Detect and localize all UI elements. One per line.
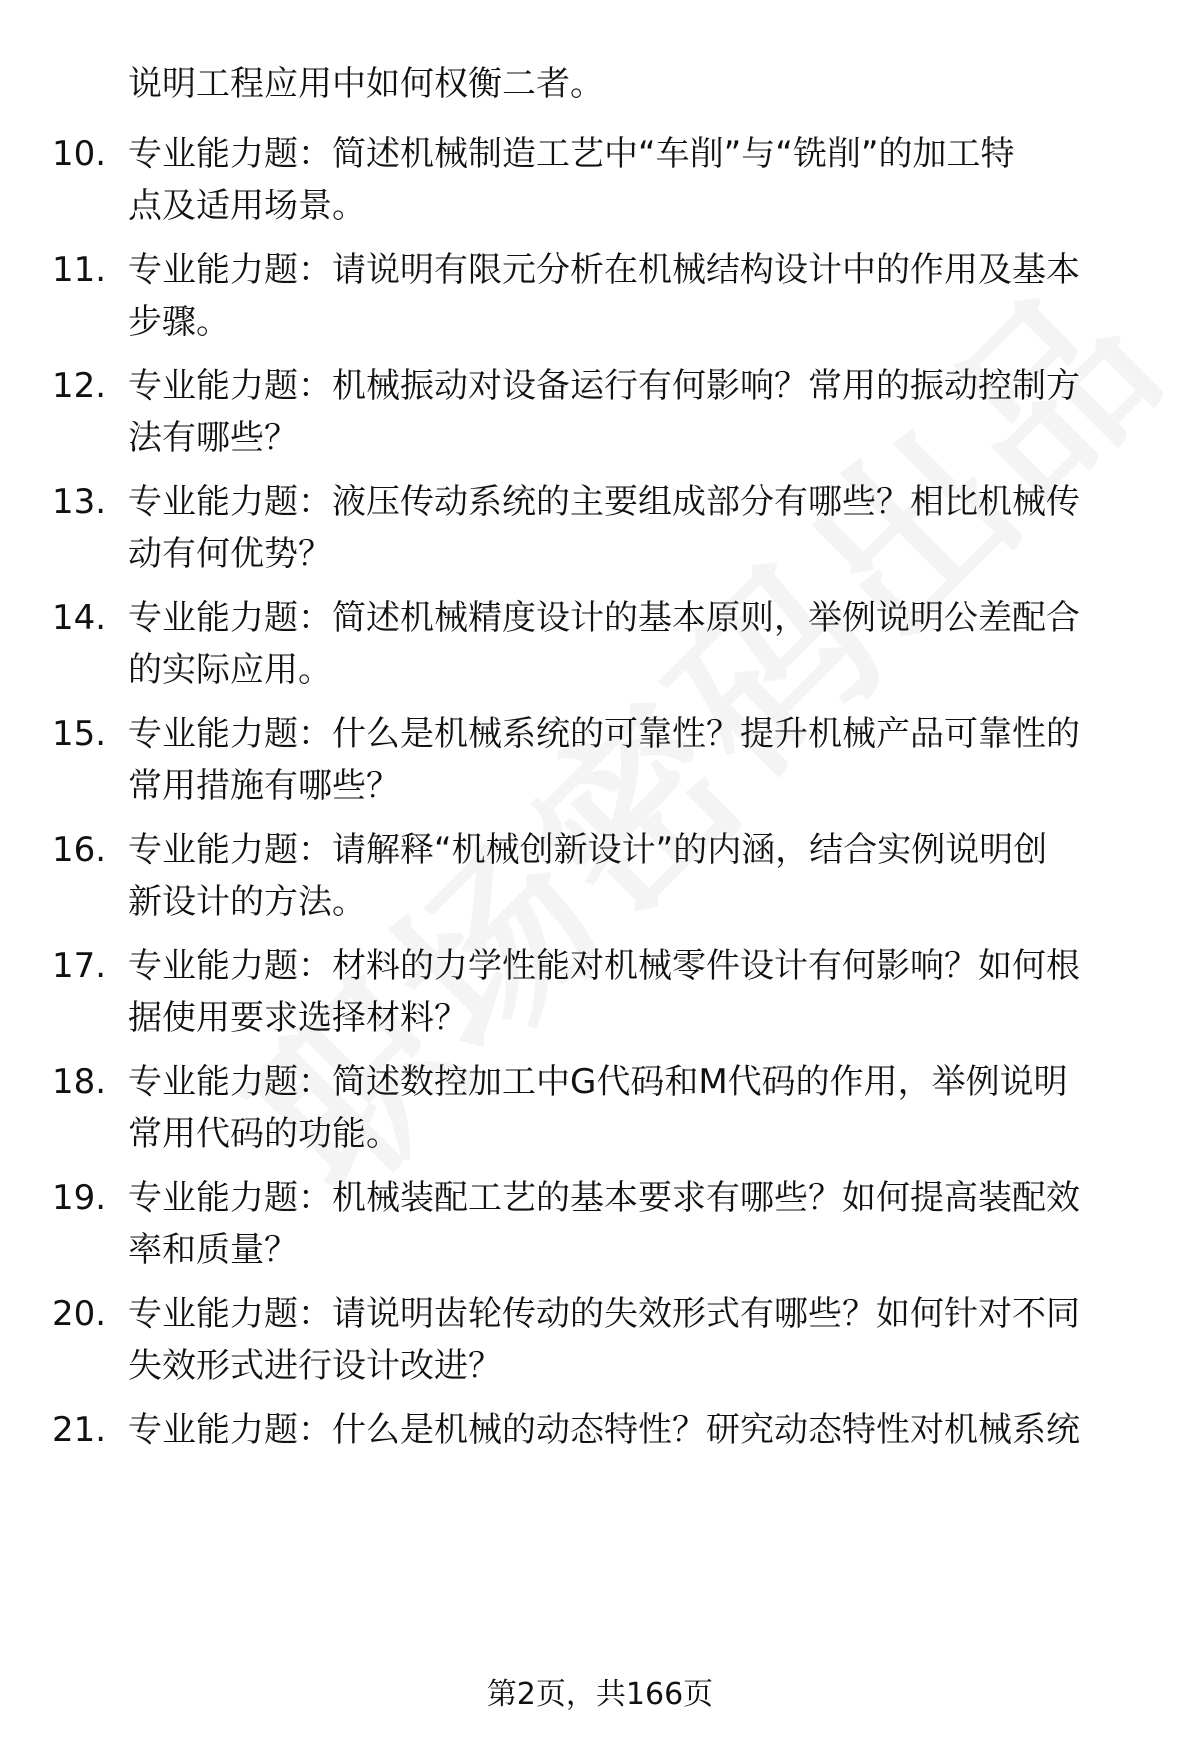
item-text-line: 专业能力题：什么是机械系统的可靠性？提升机械产品可靠性的 bbox=[128, 714, 1080, 754]
item-text-line: 新设计的方法。 bbox=[128, 882, 366, 922]
continuation-text: 说明工程应用中如何权衡二者。 bbox=[128, 64, 604, 104]
item-number: 11. bbox=[52, 250, 107, 290]
item-number: 21. bbox=[52, 1410, 107, 1450]
item-number: 14. bbox=[52, 598, 107, 638]
item-text-line: 据使用要求选择材料？ bbox=[128, 998, 468, 1038]
item-text bbox=[128, 360, 1138, 464]
item-number: 18. bbox=[52, 1062, 107, 1102]
item-number: 16. bbox=[52, 830, 107, 870]
item-text-line: 专业能力题：简述数控加工中G代码和M代码的作用，举例说明 bbox=[128, 1062, 1068, 1102]
item-text-line: 点及适用场景。 bbox=[128, 186, 366, 226]
item-text-line: 专业能力题：什么是机械的动态特性？研究动态特性对机械系统 bbox=[128, 1410, 1080, 1450]
item-text bbox=[128, 476, 1138, 580]
item-text-line: 专业能力题：请说明齿轮传动的失效形式有哪些？如何针对不同 bbox=[128, 1294, 1080, 1334]
item-number: 10. bbox=[52, 134, 107, 174]
item-text bbox=[128, 1172, 1138, 1276]
item-number: 19. bbox=[52, 1178, 107, 1218]
item-text-line: 专业能力题：液压传动系统的主要组成部分有哪些？相比机械传 bbox=[128, 482, 1080, 522]
item-number: 15. bbox=[52, 714, 107, 754]
item-text bbox=[128, 1056, 1138, 1160]
item-text-line: 常用代码的功能。 bbox=[128, 1114, 400, 1154]
item-text-line: 专业能力题：简述机械制造工艺中“车削”与“铣削”的加工特 bbox=[128, 134, 1015, 174]
page-footer: 第2页，共166页 bbox=[486, 1677, 714, 1712]
item-text bbox=[128, 244, 1138, 348]
item-text-line: 法有哪些？ bbox=[128, 418, 298, 458]
item-text-line: 率和质量？ bbox=[128, 1230, 298, 1270]
item-text-line: 专业能力题：材料的力学性能对机械零件设计有何影响？如何根 bbox=[128, 946, 1080, 986]
item-text-line: 步骤。 bbox=[128, 302, 230, 342]
item-text-line: 专业能力题：机械振动对设备运行有何影响？常用的振动控制方 bbox=[128, 366, 1080, 406]
item-text-line: 动有何优势？ bbox=[128, 534, 332, 574]
item-text bbox=[128, 940, 1138, 1044]
item-text bbox=[128, 824, 1138, 928]
item-text bbox=[128, 592, 1138, 696]
item-text-line: 的实际应用。 bbox=[128, 650, 332, 690]
item-text-line: 专业能力题：简述机械精度设计的基本原则，举例说明公差配合 bbox=[128, 598, 1080, 638]
item-text-line: 专业能力题：请解释“机械创新设计”的内涵，结合实例说明创 bbox=[128, 830, 1048, 870]
item-number: 20. bbox=[52, 1294, 107, 1334]
item-text-line: 专业能力题：请说明有限元分析在机械结构设计中的作用及基本 bbox=[128, 250, 1080, 290]
item-text-line: 失效形式进行设计改进？ bbox=[128, 1346, 502, 1386]
item-number: 12. bbox=[52, 366, 107, 406]
item-text bbox=[128, 708, 1138, 812]
item-text-line: 专业能力题：机械装配工艺的基本要求有哪些？如何提高装配效 bbox=[128, 1178, 1080, 1218]
item-text bbox=[128, 1288, 1138, 1392]
item-text bbox=[128, 128, 1138, 232]
item-number: 13. bbox=[52, 482, 107, 522]
item-text-line: 常用措施有哪些？ bbox=[128, 766, 400, 806]
item-text bbox=[128, 1404, 1138, 1456]
item-number: 17. bbox=[52, 946, 107, 986]
